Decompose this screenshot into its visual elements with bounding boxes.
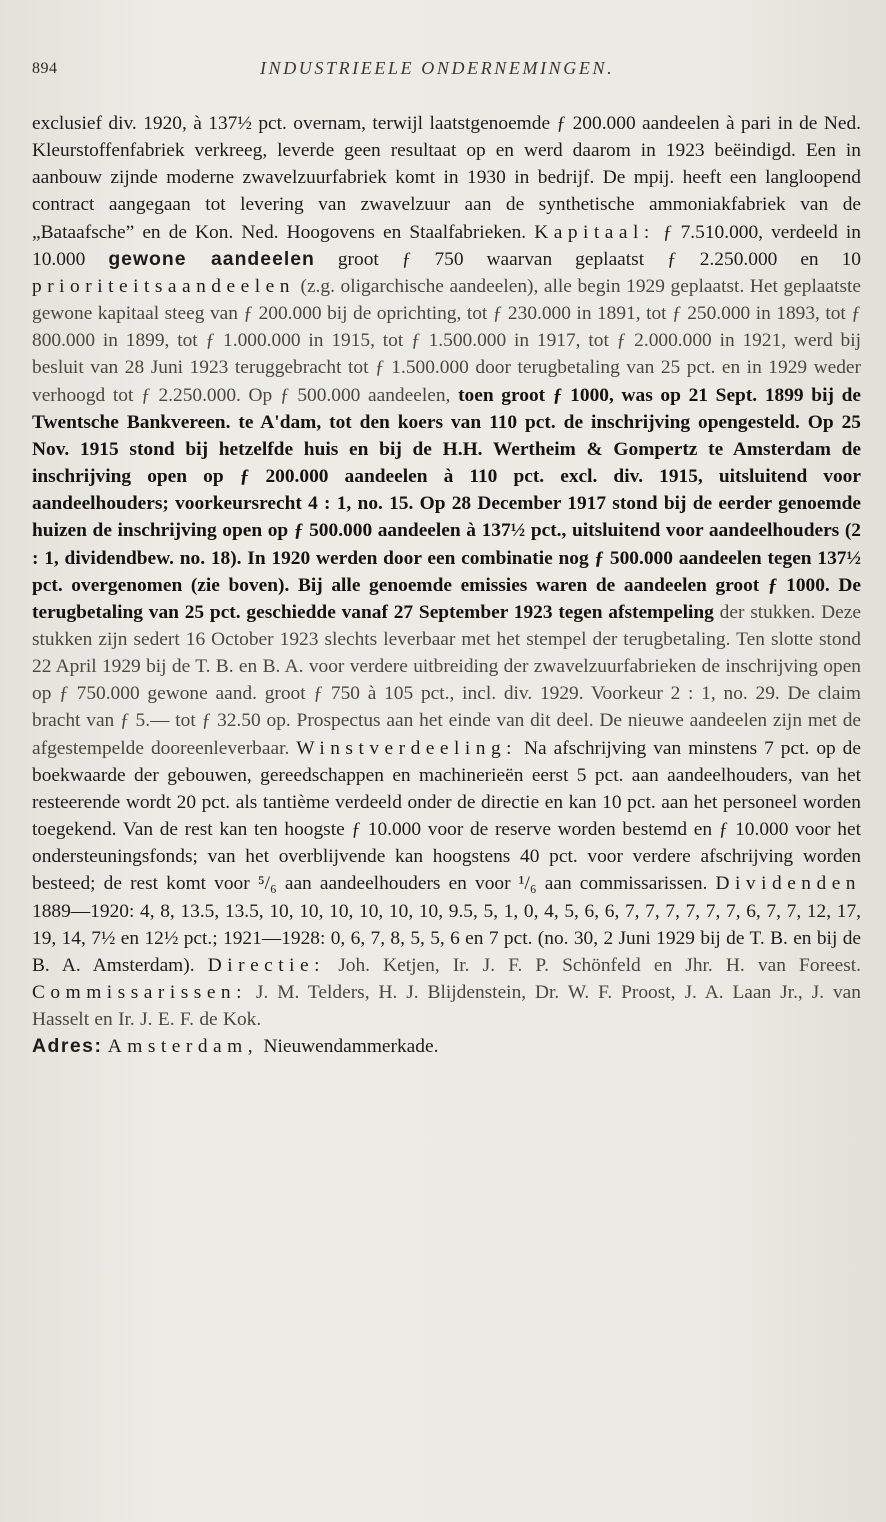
intro-text: exclusief div. 1920, à 137½ pct. overnam, terwijl laatstgenoemde ƒ 200.000 aandeelen à pari in de Ned. Kleurstoffenfabriek verkreeg, leverde geen resultaat op en werd daarom in 1923 beëindigd. Een in aanbouw zijnde moderne zwavelzuurfabriek komt in 1930 in bedrijf. De mpij. heeft een langloopend contract aangegaan tot levering van zwavelzuur aan de synthetische ammoniakfabriek van de „Bataafsche” en de Kon. Ned. Hoogovens en Staalfabrieken. — [32, 113, 861, 243]
profit-distribution-label: Winstverdeeling: — [296, 737, 518, 759]
stamping-text: der stukken. Deze stukken zijn sedert 16 October 1923 slechts leverbaar met het stempel der terugbetaling. Ten slotte stond 22 April 1929 bij de T. B. en B. A. voor verdere uitbreiding der zwavelzuurfabrieken de inschrijving open op ƒ 750.000 gewone aand. groot ƒ 750 à 105 pct., incl. div. 1929. Voorkeur 2 : 1, no. 29. De claim bracht van ƒ 5.— tot ƒ 32.50 op. Prospectus aan het einde van dit deel. De nieuwe aandeelen zijn met de afgestempelde dooreenleverbaar. — [32, 601, 862, 759]
commissioners-text: J. M. Telders, H. J. Blijdenstein, Dr. W. F. Proost, J. A. Laan Jr., J. van Hasselt en Ir. J. E. F. de Kok. — [32, 982, 861, 1031]
ordinary-shares-label: gewone aandeelen — [108, 247, 315, 270]
capital-label: Kapitaal: — [534, 221, 655, 243]
capital-history-text: (z.g. oligarchische aandeelen), alle begin 1929 geplaatst. Het geplaatste gewone kapitaal steeg van ƒ 200.000 bij de oprichting, tot ƒ 230.000 in 1891, tot ƒ 250.000 in 1893, tot ƒ 800.000 in 1899, tot ƒ 1.000.000 in 1915, tot ƒ 1.500.000 in 1917, tot ƒ 2.000.000 in 1921, werd bij besluit van 28 Juni 1923 teruggebracht tot ƒ 1.500.000 door terugbetaling van 25 pct. en in 1929 weder verhoogd tot ƒ 2.250.000. Op ƒ 500.000 aandeelen, — [32, 275, 861, 406]
capital-text: ƒ 7.510.000, verdeeld in 10.000 — [32, 221, 861, 270]
issues-history-text: toen groot ƒ 1000, was op 21 Sept. 1899 bij de Twentsche Bankvereen. te A'dam, tot den koers van 110 pct. de inschrijving opengesteld. Op 25 Nov. 1915 stond bij hetzelfde huis en bij de H.H. Wertheim & Gompertz te Amsterdam de inschrijving open op ƒ 200.000 aandeelen à 110 pct. excl. div. 1915, uitsluitend voor aandeelhouders; voorkeursrecht 4 : 1, no. 15. Op 28 December 1917 stond bij de eerder genoemde huizen de inschrijving open op ƒ 500.000 aandeelen à 137½ pct., uitsluitend voor aandeelhouders (2 : 1, dividendbew. no. 18). In 1920 werden door een combinatie nog ƒ 500.000 aandeelen tegen 137½ pct. overgenomen (zie boven). Bij alle genoemde emissies waren de aandeelen groot ƒ 1000. De terugbetaling van 25 pct. geschiedde vanaf 27 September 1923 tegen afstempeling — [32, 384, 862, 623]
address-city: Amsterdam, — [107, 1036, 259, 1058]
address-label: Adres: — [32, 1035, 103, 1058]
dividends-text: 1889—1920: 4, 8, 13.5, 13.5, 10, 10, 10, 10, 10, 10, 9.5, 5, 1, 0, 4, 5, 6, 6, 7, 7, 7, 7, 7, 7, 6, 7, 7, 12, 17, 19, 14, 7½ en 12½ pct.; 1921—1928: 0, 6, 7, 8, 5, 5, 6 en 7 pct. (no. 30, 2 Juni 1929 bij de T. B. en bij de B. A. Amsterdam). — [32, 900, 861, 976]
dividends-label: Dividenden — [715, 873, 861, 895]
management-label: Directie: — [207, 954, 326, 976]
page-header — [32, 58, 852, 86]
ordinary-shares-text: groot ƒ 750 waarvan geplaatst ƒ 2.250.000 en 10 — [314, 248, 861, 270]
company-description-paragraph — [32, 110, 861, 1060]
running-title: INDUSTRIEELE ONDERNEMINGEN. — [260, 58, 615, 78]
priority-shares-label: prioriteitsaandeelen — [32, 275, 295, 297]
profit-distribution-text: Na afschrijving van minstens 7 pct. op de boekwaarde der gebouwen, gereedschappen en machinerieën eerst 5 pct. aan aandeelhouders, van het resteerende wordt 20 pct. als tantième verdeeld onder de directie en kan 10 pct. aan het personeel worden toegekend. Van de rest kan ten hoogste ƒ 10.000 voor de reserve worden bestemd en ƒ 10.000 voor het ondersteuningsfonds; van het overblijvende kan hoogstens 40 pct. voor verdere afschrijving worden besteed; de rest komt voor ⁵/₆ aan aandeelhouders en voor ¹/₆ aan commissarissen. — [32, 737, 861, 895]
address-street: Nieuwendammerkade. — [258, 1036, 439, 1058]
management-text: Joh. Ketjen, Ir. J. F. P. Schönfeld en Jhr. H. van Foreest. — [325, 954, 861, 976]
commissioners-label: Commissarissen: — [32, 982, 248, 1003]
page-number: 894 — [32, 60, 58, 77]
